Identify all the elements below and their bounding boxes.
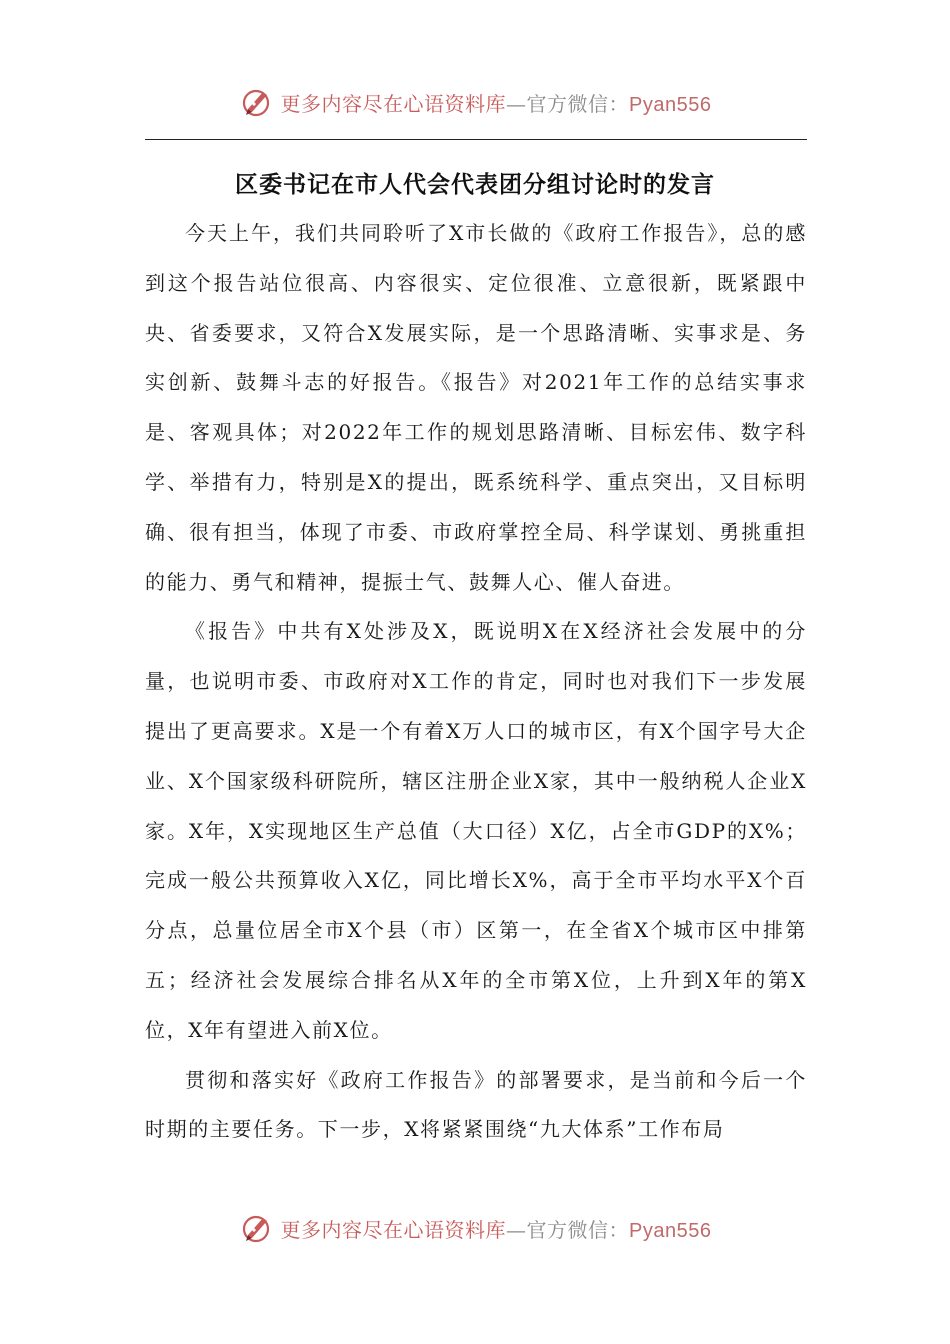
header-divider	[145, 139, 807, 140]
watermark-separator: —官方微信：	[506, 91, 630, 116]
watermark-wechat: Pyan556	[629, 1219, 712, 1242]
watermark-wechat: Pyan556	[629, 93, 712, 116]
pen-logo-icon	[239, 84, 275, 120]
document-body	[145, 209, 807, 1155]
watermark-brand: 更多内容尽在心语资料库	[280, 91, 507, 116]
watermark-text	[281, 1214, 712, 1243]
paragraph: 贯彻和落实好《政府工作报告》的部署要求，是当前和今后一个时期的主要任务。下一步，X将紧紧围绕“九大体系”工作布局	[145, 1067, 807, 1142]
watermark-text	[281, 88, 712, 117]
paragraph: 《报告》中共有X处涉及X，既说明X在X经济社会发展中的分量，也说明市委、市政府对X工作的肯定，同时也对我们下一步发展提出了更高要求。X是一个有着X万人口的城市区，有X个国字号大企业、X个国家级科研院所，辖区注册企业X家，其中一般纳税人企业X家。X年，X实现地区生产总值（大口径）X亿，占全市GDP的X%；完成一般公共预算收入X亿，同比增长X%，高于全市平均水平X个百分点，总量位居全市X个县（市）区第一，在全省X个城市区中排第五；经济社会发展综合排名从X年的全市第X位，上升到X年的第X位，X年有望进入前X位。	[145, 619, 807, 1042]
document-title: 区委书记在市人代会代表团分组讨论时的发言	[235, 172, 715, 198]
footer-watermark	[0, 1210, 950, 1246]
header-watermark	[0, 84, 950, 120]
watermark-brand: 更多内容尽在心语资料库	[280, 1217, 507, 1242]
pen-logo-icon	[239, 1210, 275, 1246]
paragraph: 今天上午，我们共同聆听了X市长做的《政府工作报告》，总的感到这个报告站位很高、内容很实、定位很准、立意很新，既紧跟中央、省委要求，又符合X发展实际，是一个思路清晰、实事求是、务实创新、鼓舞斗志的好报告。《报告》对2021年工作的总结实事求是、客观具体；对2022年工作的规划思路清晰、目标宏伟、数字科学、举措有力，特别是X的提出，既系统科学、重点突出，又目标明确、很有担当，体现了市委、市政府掌控全局、科学谋划、勇挑重担的能力、勇气和精神，提振士气、鼓舞人心、催人奋进。	[145, 221, 807, 594]
watermark-separator: —官方微信：	[506, 1217, 630, 1242]
